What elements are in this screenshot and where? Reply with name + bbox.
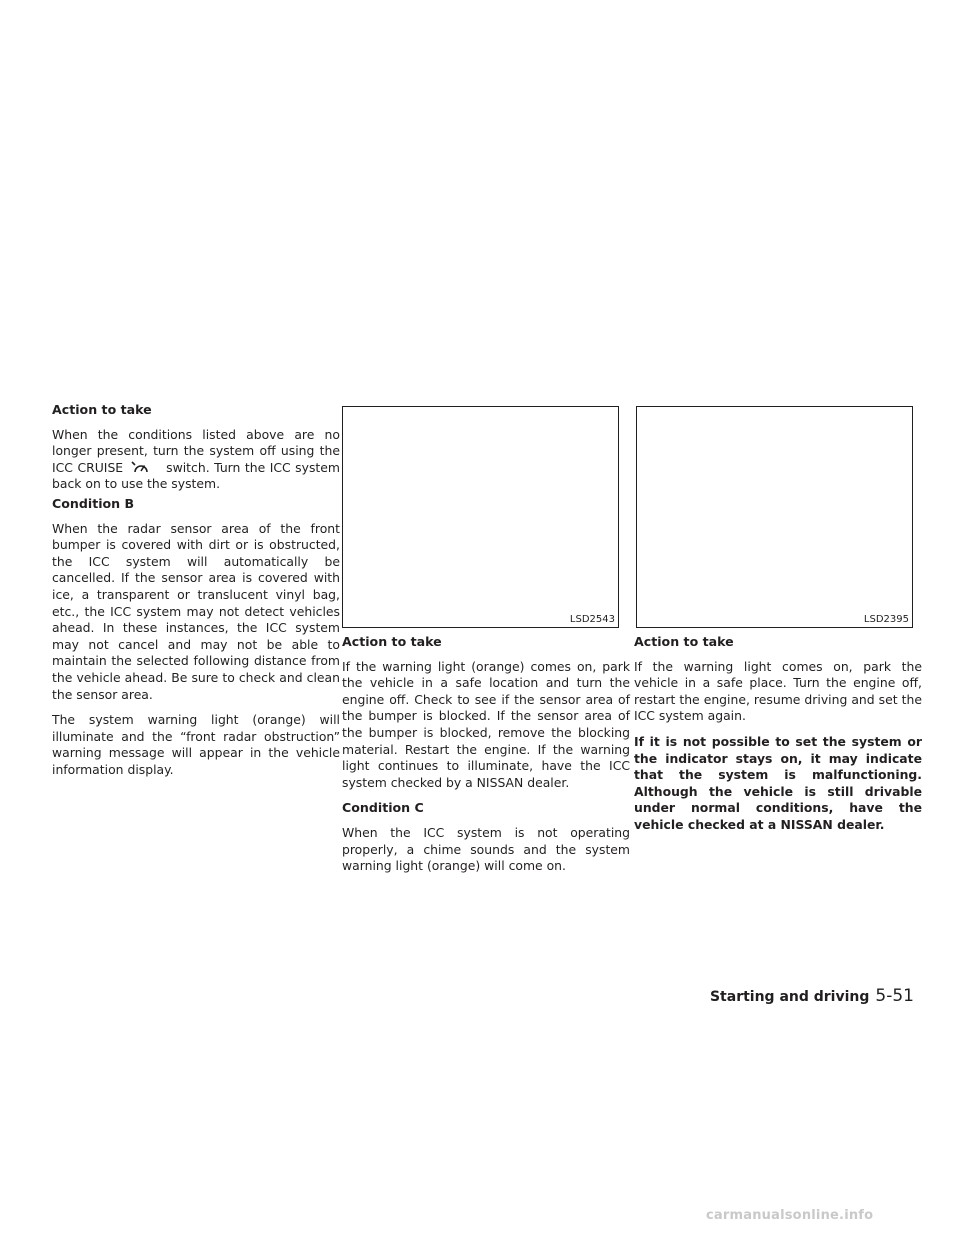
icc-cruise-icon — [128, 460, 162, 474]
section-title: Starting and driving — [709, 989, 870, 1005]
paragraph-condition-b: When the radar sensor area of the front bumper is covered with dirt or is obstructed, the ICC system will automatically be cancelled. If the sensor area is covered with ice, a transparent or translucent vinyl bag, etc., the ICC system may not detect vehicles ahead. In these instances, the ICC system may not cancel and may not be able to maintain the selected following distance from the vehicle ahead. Be sure to check and clean the sensor area. — [52, 520, 340, 702]
paragraph-text-before-icon: When the conditions listed above are no longer present, turn the system off using the ICC CRUISE — [52, 426, 340, 475]
paragraph-icc-cruise — [52, 427, 340, 493]
paragraph-restart: If the warning light comes on, park the vehicle in a safe place. Turn the engine off, restart the engine, resume driving and set the ICC system again. — [634, 658, 922, 724]
column-2 — [342, 634, 630, 884]
paragraph-warning-light: The system warning light (orange) will illuminate and the “front radar obstruction” warning message will appear in the vehicle information display. — [52, 712, 340, 777]
heading-condition-c: Condition C — [342, 800, 424, 816]
column-3 — [634, 634, 922, 843]
page-number: 5-51 — [875, 986, 914, 1006]
figure-code: LSD2395 — [863, 614, 909, 625]
paragraph-text-after-icon: switch. Turn the ICC system back on to use the system. — [52, 459, 340, 492]
heading-action-to-take: Action to take — [342, 634, 442, 649]
page-footer — [710, 986, 914, 1006]
heading-condition-b: Condition B — [52, 495, 135, 511]
paragraph-condition-c: When the ICC system is not operating properly, a chime sounds and the system warning light (orange) will come on. — [342, 824, 630, 874]
figure-lsd2395 — [636, 406, 913, 628]
watermark: carmanualsonline.info — [706, 1208, 874, 1223]
figure-lsd2543 — [342, 406, 619, 628]
heading-action-to-take: Action to take — [634, 634, 734, 649]
figure-code: LSD2543 — [569, 614, 615, 625]
column-1 — [52, 402, 340, 787]
paragraph-malfunction-warning: If it is not possible to set the system or the indicator stays on, it may indicate that the system is malfunctioning. Although the vehicle is still drivable under normal conditions, have the vehicle checked at a NISSAN dealer. — [634, 733, 922, 832]
paragraph-park-vehicle: If the warning light (orange) comes on, park the vehicle in a safe location and turn the engine off. Check to see if the sensor area of the bumper is blocked. If the sensor area of the bumper is blocked, remove the blocking material. Restart the engine. If the warning light continues to illuminate, have the ICC system checked by a NISSAN dealer. — [342, 658, 630, 790]
heading-action-to-take: Action to take — [52, 402, 152, 417]
